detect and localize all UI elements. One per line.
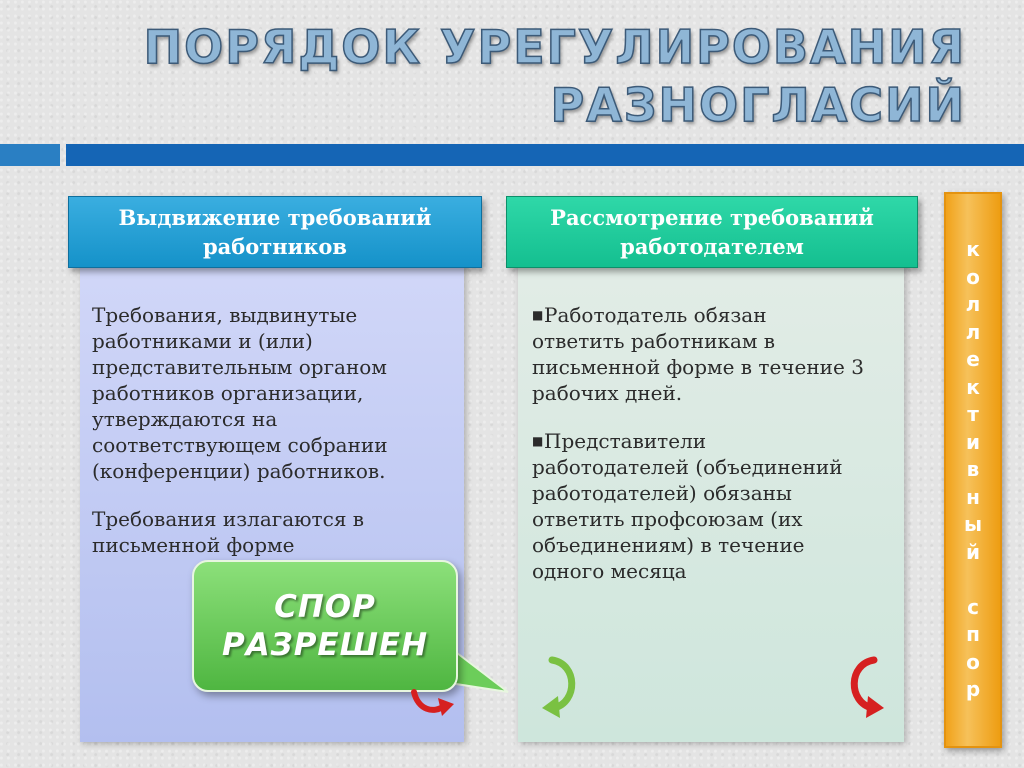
right-bullet-1 <box>532 302 902 406</box>
left-p1-line: работниками и (или) <box>92 329 313 353</box>
right-header <box>506 196 918 268</box>
side-letter: й <box>965 539 980 564</box>
curved-arrow-green-icon <box>538 652 582 722</box>
side-letter: л <box>965 292 981 316</box>
left-p1-line: работников организации, <box>92 381 364 405</box>
slide-title-line2: РАЗНОГЛАСИЙ <box>550 78 966 132</box>
collective-dispute-vertical-text <box>946 236 1000 704</box>
right-b1-line: Работодатель обязан <box>544 303 767 327</box>
right-header-line1: Рассмотрение требований <box>550 204 874 230</box>
left-p1-line: представительным органом <box>92 355 387 379</box>
bullet-icon: ■ <box>532 434 544 448</box>
left-paragraph-1 <box>92 302 442 484</box>
side-letter: т <box>967 402 979 426</box>
curved-arrow-red-icon <box>410 686 456 722</box>
side-letter: н <box>966 484 980 509</box>
side-letter: к <box>966 237 980 261</box>
right-b2-line: работодателей (объединений <box>532 455 843 479</box>
left-body-text <box>92 302 442 580</box>
side-letter: к <box>966 374 980 399</box>
right-b2-line: ответить профсоюзам (их <box>532 507 803 531</box>
side-letter: в <box>966 457 980 481</box>
right-b1-line: письменной форме в течение 3 <box>532 355 864 379</box>
side-letter: е <box>966 347 980 371</box>
callout-line2: РАЗРЕШЕН <box>221 627 429 663</box>
right-b2-line: объединениям) в течение <box>532 533 805 557</box>
side-letter: р <box>965 677 981 701</box>
side-letter: п <box>966 622 980 646</box>
side-letter: л <box>965 319 981 344</box>
side-letter: с <box>967 594 979 619</box>
side-letter: и <box>965 429 980 454</box>
left-paragraph-2 <box>92 506 442 558</box>
left-header-line1: Выдвижение требований <box>118 204 432 230</box>
left-p2-line: Требования излагаются в <box>92 507 365 531</box>
left-p1-line: Требования, выдвинутые <box>92 303 358 327</box>
left-p2-line: письменной форме <box>92 533 295 557</box>
callout-line1: СПОР <box>274 589 376 625</box>
right-b2-line: Представители <box>544 429 707 453</box>
right-b2-line: работодателей) обязаны <box>532 481 792 505</box>
bullet-icon: ■ <box>532 308 544 322</box>
collective-dispute-box <box>944 192 1002 748</box>
slide-title-line1: ПОРЯДОК УРЕГУЛИРОВАНИЯ <box>143 20 966 74</box>
side-letter <box>946 566 1000 594</box>
left-p1-line: утверждаются на <box>92 407 278 431</box>
side-letter: о <box>966 264 980 289</box>
left-header <box>68 196 482 268</box>
left-header-line2: работников <box>202 234 347 259</box>
right-b1-line: рабочих дней. <box>532 381 683 405</box>
right-b2-line: одного месяца <box>532 559 687 583</box>
right-body-text <box>532 302 902 606</box>
side-letter: о <box>966 649 980 674</box>
dispute-resolved-callout <box>192 560 458 692</box>
right-b1-line: ответить работникам в <box>532 329 776 353</box>
side-letter: ы <box>963 512 983 536</box>
right-header-line2: работодателем <box>620 234 804 259</box>
left-p1-line: соответствующем собрании <box>92 433 388 457</box>
right-bullet-2 <box>532 428 902 584</box>
left-p1-line: (конференции) работников. <box>92 459 386 483</box>
curved-arrow-red-icon <box>844 652 888 722</box>
title-rule <box>66 144 1024 166</box>
title-rule-left <box>0 144 60 166</box>
